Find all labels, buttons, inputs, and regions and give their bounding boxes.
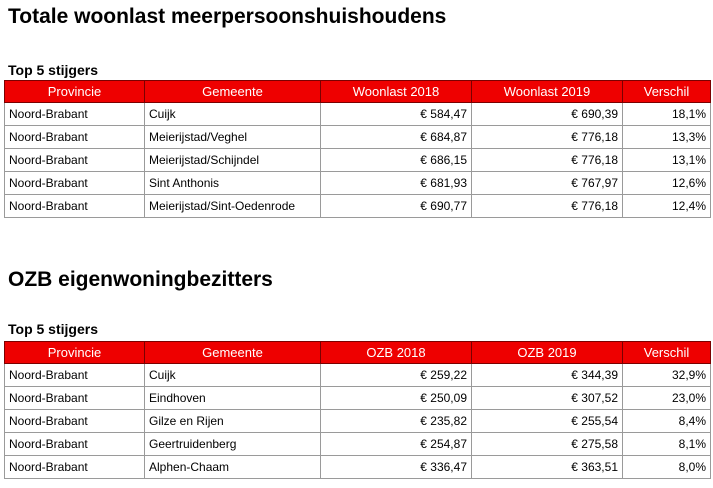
cell-value-2018: € 684,87 (321, 126, 472, 149)
cell-value-2019: € 767,97 (472, 172, 623, 195)
cell-value-2018: € 254,87 (321, 433, 472, 456)
cell-verschil: 32,9% (623, 364, 711, 387)
cell-value-2018: € 686,15 (321, 149, 472, 172)
cell-gemeente: Meierijstad/Sint-Oedenrode (145, 195, 321, 218)
cell-verschil: 8,0% (623, 456, 711, 479)
cell-provincie: Noord-Brabant (5, 126, 145, 149)
cell-verschil: 13,3% (623, 126, 711, 149)
cell-value-2018: € 250,09 (321, 387, 472, 410)
column-header-woonlast-2018: Woonlast 2018 (321, 81, 472, 103)
column-header-provincie: Provincie (5, 81, 145, 103)
column-header-verschil: Verschil (623, 342, 711, 364)
column-header-verschil: Verschil (623, 81, 711, 103)
cell-value-2018: € 235,82 (321, 410, 472, 433)
cell-provincie: Noord-Brabant (5, 387, 145, 410)
cell-verschil: 18,1% (623, 103, 711, 126)
table-row (5, 126, 711, 149)
cell-value-2018: € 681,93 (321, 172, 472, 195)
cell-gemeente: Meierijstad/Veghel (145, 126, 321, 149)
cell-gemeente: Cuijk (145, 364, 321, 387)
cell-value-2018: € 259,22 (321, 364, 472, 387)
table-row (5, 172, 711, 195)
table-row (5, 456, 711, 479)
cell-provincie: Noord-Brabant (5, 103, 145, 126)
table-ozb (4, 341, 711, 479)
cell-verschil: 13,1% (623, 149, 711, 172)
table-header-row (5, 81, 711, 103)
cell-verschil: 8,1% (623, 433, 711, 456)
cell-gemeente: Cuijk (145, 103, 321, 126)
cell-gemeente: Meierijstad/Schijndel (145, 149, 321, 172)
cell-provincie: Noord-Brabant (5, 364, 145, 387)
table-woonlast (4, 80, 711, 218)
table-row (5, 103, 711, 126)
cell-provincie: Noord-Brabant (5, 195, 145, 218)
table-header-row (5, 342, 711, 364)
column-header-ozb-2019: OZB 2019 (472, 342, 623, 364)
cell-gemeente: Geertruidenberg (145, 433, 321, 456)
cell-value-2019: € 690,39 (472, 103, 623, 126)
section-title-ozb: OZB eigenwoningbezitters (8, 268, 273, 291)
cell-value-2019: € 776,18 (472, 195, 623, 218)
cell-value-2019: € 776,18 (472, 126, 623, 149)
cell-gemeente: Gilze en Rijen (145, 410, 321, 433)
cell-value-2019: € 307,52 (472, 387, 623, 410)
table-row (5, 433, 711, 456)
cell-value-2019: € 255,54 (472, 410, 623, 433)
cell-provincie: Noord-Brabant (5, 456, 145, 479)
section-title-woonlast: Totale woonlast meerpersoonshuishoudens (8, 5, 447, 28)
cell-value-2019: € 275,58 (472, 433, 623, 456)
cell-value-2018: € 690,77 (321, 195, 472, 218)
cell-provincie: Noord-Brabant (5, 410, 145, 433)
table-row (5, 195, 711, 218)
column-header-ozb-2018: OZB 2018 (321, 342, 472, 364)
cell-gemeente: Alphen-Chaam (145, 456, 321, 479)
cell-value-2019: € 344,39 (472, 364, 623, 387)
cell-verschil: 12,4% (623, 195, 711, 218)
cell-gemeente: Sint Anthonis (145, 172, 321, 195)
cell-verschil: 23,0% (623, 387, 711, 410)
column-header-woonlast-2019: Woonlast 2019 (472, 81, 623, 103)
cell-value-2018: € 336,47 (321, 456, 472, 479)
cell-verschil: 8,4% (623, 410, 711, 433)
cell-value-2018: € 584,47 (321, 103, 472, 126)
cell-value-2019: € 363,51 (472, 456, 623, 479)
section-subtitle-ozb: Top 5 stijgers (8, 321, 98, 337)
table-row (5, 387, 711, 410)
cell-provincie: Noord-Brabant (5, 172, 145, 195)
cell-provincie: Noord-Brabant (5, 433, 145, 456)
cell-verschil: 12,6% (623, 172, 711, 195)
cell-value-2019: € 776,18 (472, 149, 623, 172)
table-row (5, 410, 711, 433)
column-header-provincie: Provincie (5, 342, 145, 364)
table-row (5, 149, 711, 172)
cell-provincie: Noord-Brabant (5, 149, 145, 172)
section-subtitle-woonlast: Top 5 stijgers (8, 62, 98, 78)
table-row (5, 364, 711, 387)
column-header-gemeente: Gemeente (145, 81, 321, 103)
column-header-gemeente: Gemeente (145, 342, 321, 364)
cell-gemeente: Eindhoven (145, 387, 321, 410)
